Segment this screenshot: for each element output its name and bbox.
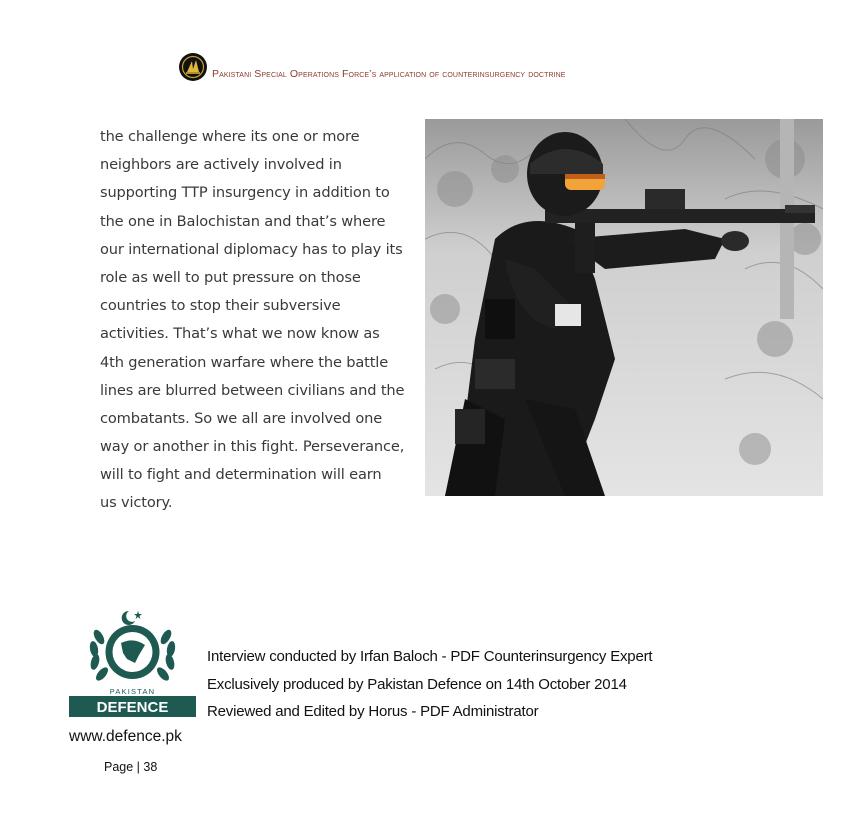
- document-running-title: Pakistani Special Operations Force’s application of counterinsurgency doctrine: [212, 68, 566, 80]
- text-line: will to fight and determination will earn: [100, 466, 382, 484]
- text-line: us victory.: [100, 494, 173, 512]
- text-line: supporting TTP insurgency in addition to: [100, 184, 390, 202]
- text-line: way or another in this fight. Perseverance,: [100, 438, 405, 456]
- soldier-aiming-rifle-photo: [425, 119, 823, 496]
- credit-line: Interview conducted by Irfan Baloch - PDF Counterinsurgency Expert: [207, 648, 653, 665]
- pakistan-defence-logo: [69, 607, 196, 717]
- text-line: the one in Balochistan and that’s where: [100, 212, 386, 230]
- interview-credits: [207, 643, 652, 726]
- text-line: our international diplomacy has to play its: [100, 240, 403, 258]
- text-line: activities. That’s what we now know as: [100, 325, 380, 343]
- logo-bottom-text: DEFENCE: [96, 699, 169, 716]
- page-header: [178, 52, 738, 82]
- page-number: Page | 38: [104, 760, 158, 774]
- pdf-emblem-icon: [178, 52, 208, 82]
- text-line: lines are blurred between civilians and the: [100, 381, 405, 399]
- credit-line: Reviewed and Edited by Horus - PDF Administrator: [207, 703, 539, 720]
- text-line: role as well to put pressure on those: [100, 268, 361, 286]
- logo-top-text: PAKISTAN: [109, 687, 156, 696]
- text-line: 4th generation warfare where the battle: [100, 353, 389, 371]
- website-link[interactable]: www.defence.pk: [69, 728, 182, 745]
- credit-line: Exclusively produced by Pakistan Defence on 14th October 2014: [207, 675, 627, 693]
- text-line: countries to stop their subversive: [100, 297, 341, 315]
- text-line: the challenge where its one or more: [100, 128, 360, 145]
- text-line: combatants. So we all are involved one: [100, 409, 383, 427]
- body-paragraph: [100, 123, 410, 518]
- text-line: neighbors are actively involved in: [100, 156, 342, 174]
